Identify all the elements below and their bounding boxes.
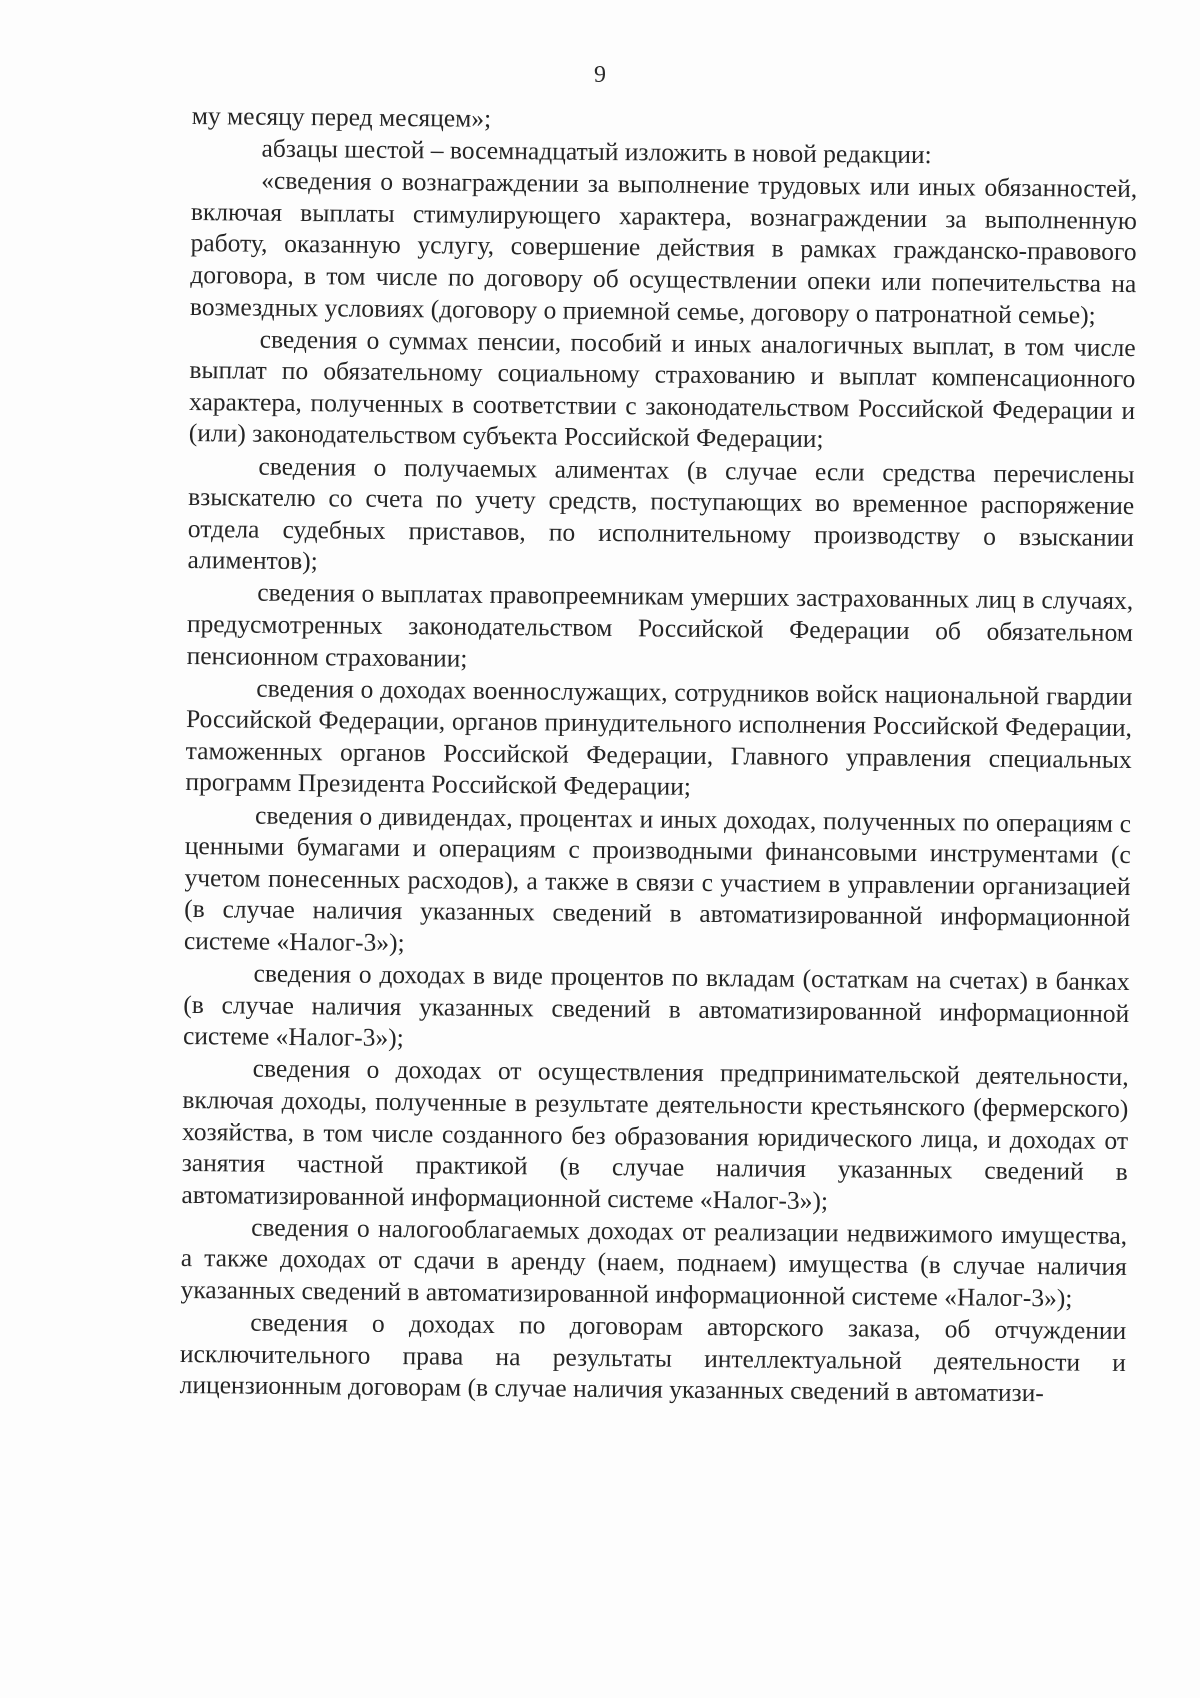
paragraph-p9: сведения о доходах от осуществления предпринимательской деятельности, включая доходы, полученные в результате деятельности крестьянского (фермерского) хозяйства, в том числе созданного без образования юридического лица, и доходах от занятия частной практикой (в случае наличия указанных сведений в автоматизированной информационной системе «Налог-3»); <box>181 1053 1129 1215</box>
paragraph-p2: «сведения о вознаграждении за выполнение трудовых или иных обязанностей, включая выплаты стимулирующего характера, вознаграждении за выполненную работу, оказанную услугу, совершение действия в рамках гражданско-правового договора, в том числе по договору об осуществлении опеки или попечительства на возмездных условиях (договору о приемной семье, договору о патронатной семье); <box>189 165 1138 330</box>
paragraph-p4: сведения о получаемых алиментах (в случае если средства перечислены взыскателю со счета по учету средств, поступающих во временное распоряжение отдела судебных приставов, по исполнительному производству о взыскании алиментов); <box>187 451 1135 576</box>
paragraph-p7: сведения о дивидендах, процентах и иных доходах, полученных по операциям с ценными бумагами и операциям с производными финансовыми инструментами (с учетом понесенных расходов), а также в связи с участием в управлении организацией (в случае наличия указанных сведений в автоматизированной информационной системе «Налог-3»); <box>183 800 1132 958</box>
paragraph-p8: сведения о доходах в виде процентов по вкладам (остаткам на счетах) в банках (в случае наличия указанных сведений в автоматизированной информационной системе «Налог-3»); <box>182 958 1130 1053</box>
paragraph-p0: му месяцу перед месяцем»; <box>191 100 492 133</box>
paragraph-p10: сведения о налогооблагаемых доходах от реализации недвижимого имущества, а также доходах от сдачи в аренду (наем, поднаем) имущества (в случае наличия указанных сведений в автоматизированной информационной системе «Налог-3»); <box>180 1212 1128 1313</box>
page-number: 9 <box>594 62 606 88</box>
paragraph-p1: абзацы шестой – восемнадцатый изложить в новой редакции: <box>261 133 932 170</box>
paragraph-p3: сведения о суммах пенсии, пособий и иных аналогичных выплат, в том числе выплат по обязательному социальному страхованию и выплат компенсационного характера, полученных в соответствии с законодательством Российской Федерации и (или) законодательством субъекта Российской Федерации; <box>188 324 1136 454</box>
paragraph-p6: сведения о доходах военнослужащих, сотрудников войск национальной гвардии Российской Федерации, органов принудительного исполнения Российской Федерации, таможенных органов Российской Федерации, Главного управления специальных программ Президента Российской Федерации; <box>185 673 1133 802</box>
paragraph-p5: сведения о выплатах правопреемникам умерших застрахованных лиц в случаях, предусмотренных законодательством Российской Федерации об обязательном пенсионном страховании; <box>186 578 1134 673</box>
document-body <box>180 100 1138 1410</box>
paragraph-p11: сведения о доходах по договорам авторского заказа, об отчуждении исключительного права на результаты интеллектуальной деятельности и лицензионным договорам (в случае наличия указанных сведений в автоматизи- <box>179 1307 1127 1408</box>
